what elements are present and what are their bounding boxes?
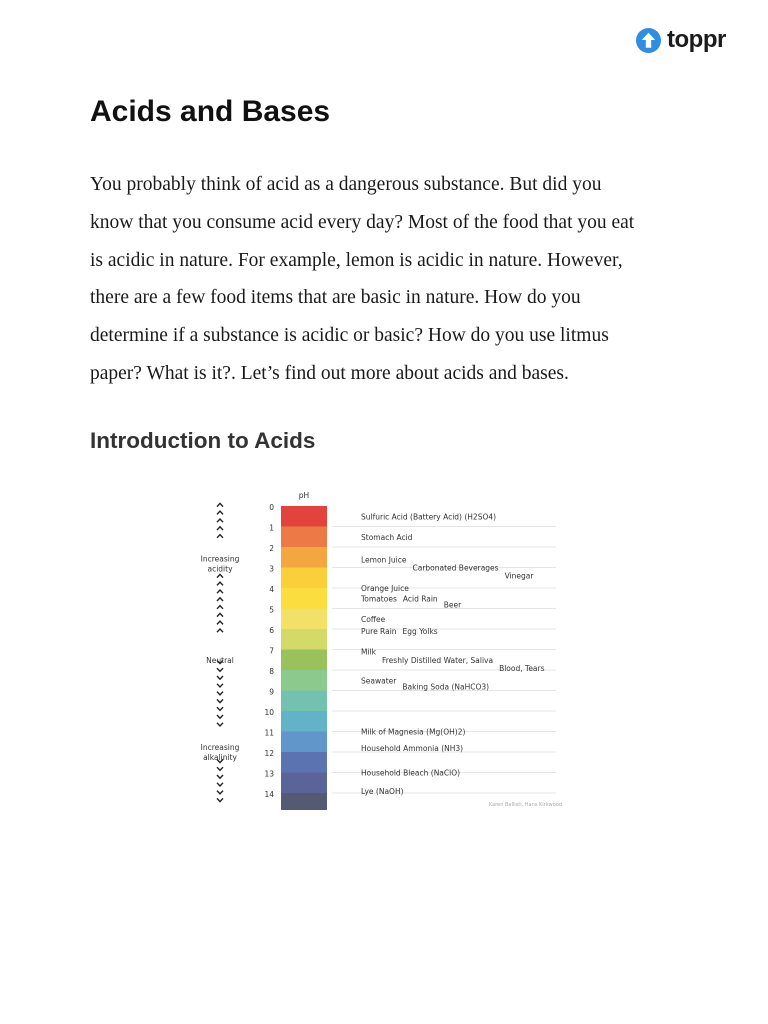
substance-label: Tomatoes — [361, 594, 397, 604]
image-credit: Karen Ballisti, Hans Kirkwood — [488, 802, 562, 808]
side-label: acidity — [207, 564, 233, 574]
chevron-up-icon — [217, 613, 223, 616]
substance-label: Lye (NaOH) — [361, 786, 404, 796]
substance-label: Lemon Juice — [361, 555, 407, 565]
chevron-down-icon — [217, 668, 223, 671]
ph-tick-label: 5 — [269, 605, 274, 615]
side-label: Neutral — [206, 655, 234, 665]
paragraph-line: paper? What is it?. Let’s find out more about acids and bases. — [90, 362, 569, 384]
chevron-up-icon — [217, 503, 223, 506]
substance-label: Milk — [361, 647, 376, 657]
substance-label: Stomach Acid — [361, 532, 413, 542]
substance-label: Egg Yolks — [402, 627, 438, 637]
ph-scale-chart — [196, 486, 568, 810]
ph-band-8 — [281, 670, 327, 691]
ph-tick-label: 12 — [264, 749, 274, 758]
ph-band-12 — [281, 752, 327, 773]
substance-label: Orange Juice — [361, 584, 409, 593]
chevron-down-icon — [217, 676, 223, 679]
substance-label: Pure Rain — [361, 627, 397, 637]
chevron-down-icon — [217, 798, 223, 801]
substance-label: Beer — [443, 600, 462, 610]
paragraph-line: You probably think of acid as a dangerous substance. But did you — [90, 174, 602, 195]
ph-tick-label: 0 — [269, 503, 274, 512]
chevron-up-icon — [217, 574, 223, 577]
upload-arrow-icon — [636, 28, 661, 53]
toppr-logo[interactable] — [636, 26, 726, 54]
paragraph-line: there are a few food items that are basic in nature. How do you — [90, 287, 581, 309]
chevron-down-icon — [217, 715, 223, 718]
side-label: Increasing — [200, 743, 240, 752]
chevron-up-icon — [217, 590, 223, 593]
brand-name: toppr — [667, 26, 726, 53]
substance-label: Acid Rain — [402, 594, 438, 604]
chevron-up-icon — [217, 511, 223, 514]
ph-tick-label: 1 — [269, 523, 274, 533]
substance-label: Vinegar — [504, 571, 534, 581]
chevron-down-icon — [217, 692, 223, 695]
chevron-up-icon — [217, 519, 223, 522]
chevron-down-icon — [217, 723, 223, 726]
ph-band-1 — [281, 527, 327, 548]
ph-tick-label: 11 — [264, 728, 274, 738]
substance-label: Seawater — [361, 676, 397, 686]
ph-band-0 — [281, 506, 327, 527]
chevron-down-icon — [217, 684, 223, 687]
ph-tick-label: 9 — [269, 687, 274, 697]
chevron-down-icon — [217, 775, 223, 778]
ph-band-10 — [281, 711, 327, 732]
paragraph-line: is acidic in nature. For example, lemon is acidic in nature. However, — [90, 249, 623, 271]
ph-tick-label: 8 — [269, 667, 274, 676]
chevron-up-icon — [217, 606, 223, 609]
ph-band-2 — [281, 547, 327, 568]
chevron-up-icon — [217, 527, 223, 530]
ph-band-5 — [281, 609, 327, 630]
chevron-up-icon — [217, 535, 223, 538]
ph-tick-label: 3 — [269, 564, 274, 574]
ph-tick-label: 2 — [269, 544, 274, 553]
chevron-up-icon — [217, 582, 223, 585]
ph-header-label: pH — [298, 491, 310, 500]
substance-label: Carbonated Beverages — [412, 563, 499, 573]
substance-label: Milk of Magnesia (Mg(OH)2) — [361, 727, 466, 737]
chevron-down-icon — [217, 783, 223, 786]
substance-label: Baking Soda (NaHCO3) — [402, 682, 490, 692]
chevron-down-icon — [217, 791, 223, 794]
substance-label: Household Bleach (NaClO) — [361, 768, 461, 778]
ph-band-11 — [281, 732, 327, 753]
side-label: alkalinity — [203, 753, 237, 762]
ph-band-6 — [281, 629, 327, 650]
ph-band-14 — [281, 793, 327, 810]
page-title: Acids and Bases — [90, 95, 331, 128]
ph-tick-label: 4 — [269, 585, 274, 594]
ph-tick-label: 7 — [269, 646, 274, 656]
substance-label: Sulfuric Acid (Battery Acid) (H2SO4) — [361, 512, 497, 522]
ph-tick-label: 14 — [264, 790, 274, 799]
chevron-up-icon — [217, 598, 223, 601]
ph-band-13 — [281, 773, 327, 794]
section-heading: Introduction to Acids — [90, 428, 316, 453]
substance-label: Coffee — [361, 614, 386, 624]
substance-label: Household Ammonia (NH3) — [361, 743, 464, 753]
substance-label: Blood, Tears — [499, 663, 545, 673]
chevron-down-icon — [217, 767, 223, 770]
ph-band-3 — [281, 568, 327, 589]
ph-tick-label: 6 — [269, 626, 274, 635]
chevron-down-icon — [217, 707, 223, 710]
side-label: Increasing — [200, 554, 240, 564]
chevron-up-icon — [217, 629, 223, 632]
intro-paragraph — [90, 166, 690, 393]
chevron-up-icon — [217, 621, 223, 624]
chevron-down-icon — [217, 699, 223, 702]
ph-tick-label: 10 — [264, 708, 274, 717]
ph-band-4 — [281, 588, 327, 609]
ph-band-7 — [281, 650, 327, 671]
ph-tick-label: 13 — [264, 769, 274, 779]
substance-label: Freshly Distilled Water, Saliva — [381, 655, 494, 665]
paragraph-line: determine if a substance is acidic or basic? How do you use litmus — [90, 325, 609, 347]
ph-band-9 — [281, 691, 327, 712]
paragraph-line: know that you consume acid every day? Most of the food that you eat — [90, 211, 635, 233]
